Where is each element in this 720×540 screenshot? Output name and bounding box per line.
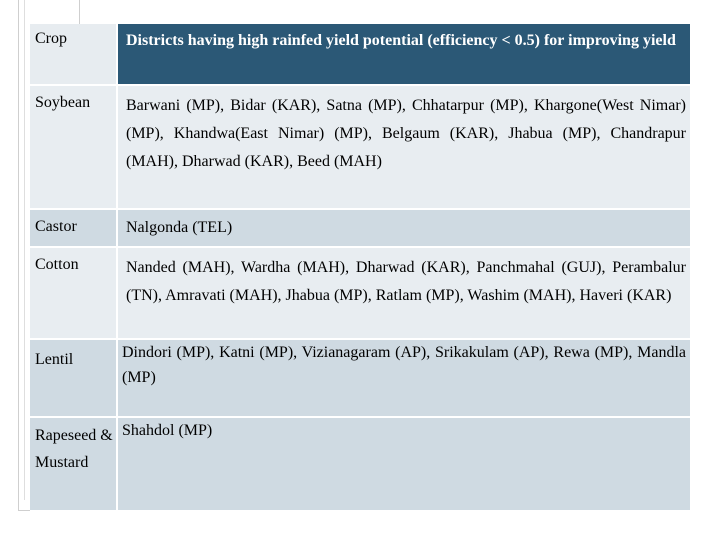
districts-cell: Nanded (MAH), Wardha (MAH), Dharwad (KAR), Panchmahal (GUJ), Perambalur (TN), Amravati (MAH), Jhabua (MP), Ratlam (MP), Washim (MAH), Haveri (KAR) — [126, 259, 686, 304]
districts-cell: Barwani (MP), Bidar (KAR), Satna (MP), Chhatarpur (MP), Khargone(West Nimar) (MP), Khandwa(East Nimar) (MP), Belgaum (KAR), Jhabua (MP), Chandrapur (MAH), Dharwad (KAR), Beed (MAH) — [126, 97, 686, 170]
crop-cell: Soybean — [30, 86, 118, 208]
table-row — [30, 340, 690, 418]
table-row — [30, 418, 690, 512]
rainfed-yield-table — [30, 24, 690, 512]
districts-cell: Shahdol (MP) — [122, 422, 213, 439]
table-row — [30, 86, 690, 210]
header-crop: Crop — [30, 24, 118, 84]
header-districts: Districts having high rainfed yield potential (efficiency < 0.5) for improving yield — [118, 24, 690, 84]
table-row — [30, 210, 690, 248]
crop-cell: Rapeseed & Mustard — [30, 418, 118, 510]
table-row — [30, 248, 690, 340]
crop-cell: Cotton — [30, 248, 118, 338]
districts-cell: Dindori (MP), Katni (MP), Vizianagaram (AP), Srikakulam (AP), Rewa (MP), Mandla (MP) — [122, 344, 686, 386]
decorative-line — [24, 0, 25, 500]
table-header-row — [30, 24, 690, 86]
crop-cell: Lentil — [30, 340, 118, 416]
crop-cell: Castor — [30, 210, 118, 246]
districts-cell: Nalgonda (TEL) — [126, 219, 233, 236]
